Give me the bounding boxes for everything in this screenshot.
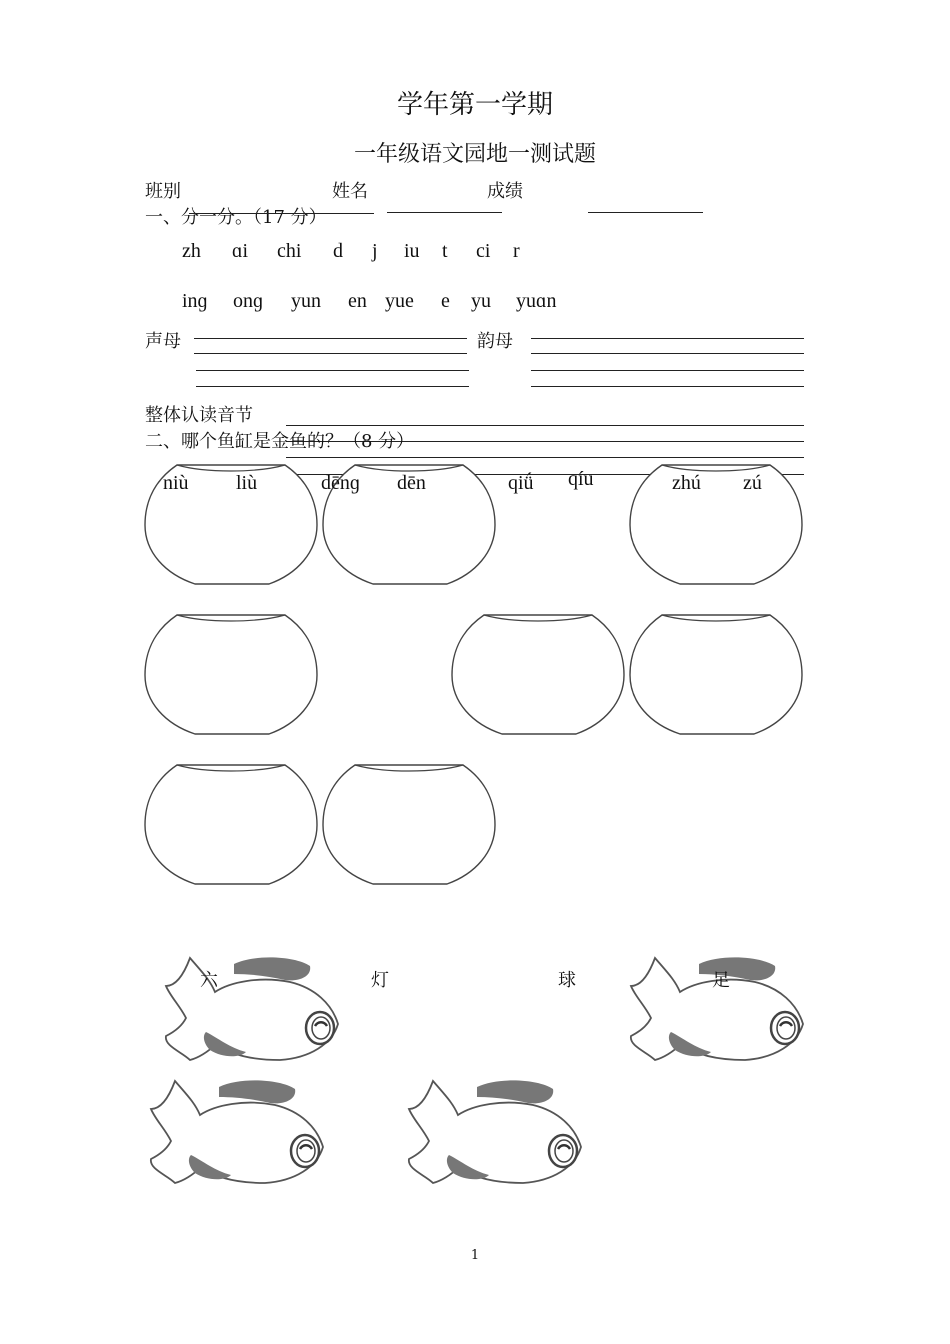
pinyin-item: chi — [277, 240, 302, 262]
answer-line[interactable] — [196, 386, 469, 387]
page-subtitle: 一年级语文园地一测试题 — [353, 142, 596, 167]
yunmu-label: 韵母 — [477, 331, 513, 352]
pinyin-item: yuɑn — [516, 290, 557, 312]
fish-bowl-icon[interactable] — [323, 760, 495, 886]
fish-bowl-icon[interactable] — [452, 610, 624, 736]
answer-line[interactable] — [531, 338, 804, 339]
fish-character: 球 — [558, 970, 576, 991]
shengmu-label: 声母 — [145, 331, 181, 352]
name-blank-line[interactable] — [387, 212, 502, 213]
pinyin-item: t — [442, 240, 448, 262]
page-number: 1 — [470, 1248, 480, 1263]
answer-line[interactable] — [286, 425, 804, 426]
fish-bowl-icon[interactable] — [145, 610, 317, 736]
score-blank-line[interactable] — [588, 212, 703, 213]
class-label: 班别 — [145, 181, 181, 202]
bowl-pinyin: zú — [743, 472, 762, 494]
fish-bowl-icon[interactable] — [630, 610, 802, 736]
pinyin-item: d — [333, 240, 343, 262]
answer-line[interactable] — [286, 457, 804, 458]
fish-character: 灯 — [371, 970, 389, 991]
fish-icon[interactable] — [403, 1075, 589, 1187]
pinyin-item: ci — [476, 240, 491, 262]
pinyin-item: en — [348, 290, 367, 312]
pinyin-item: ɑi — [232, 240, 249, 262]
pinyin-item: zh — [182, 240, 201, 262]
fish-character: 足 — [712, 970, 730, 991]
fish-character: 六 — [200, 970, 218, 991]
bowl-pinyin: dēnɡ — [321, 472, 360, 494]
pinyin-item: j — [372, 240, 378, 262]
section1-heading: 一、分一分。（17 分） — [145, 207, 327, 228]
strike-line — [189, 213, 374, 214]
pinyin-item: r — [513, 240, 520, 262]
fish-icon[interactable] — [160, 952, 346, 1064]
bowl-pinyin: niù — [163, 472, 189, 494]
answer-line[interactable] — [194, 338, 467, 339]
bowl-pinyin: liù — [236, 472, 258, 494]
pinyin-item: onɡ — [233, 290, 263, 312]
fish-icon[interactable] — [145, 1075, 331, 1187]
answer-line[interactable] — [531, 353, 804, 354]
fish-bowl-icon[interactable] — [630, 460, 802, 586]
answer-line[interactable] — [531, 370, 804, 371]
pinyin-item: yu — [471, 290, 491, 312]
pinyin-item: inɡ — [182, 290, 208, 312]
fish-bowl-icon[interactable] — [145, 760, 317, 886]
zhengti-label: 整体认读音节 — [145, 405, 253, 426]
pinyin-item: yue — [385, 290, 414, 312]
bowl-pinyin: qíu — [568, 468, 594, 490]
pinyin-item: yun — [291, 290, 321, 312]
answer-line[interactable] — [194, 353, 467, 354]
bowl-pinyin: dēn — [397, 472, 426, 494]
bowl-pinyin: qiǘ — [508, 472, 534, 494]
pinyin-item: iu — [404, 240, 420, 262]
section2-heading: 二、哪个鱼缸是金鱼的？（8 分） — [145, 431, 415, 452]
bowl-pinyin: zhú — [672, 472, 701, 494]
score-label: 成绩 — [487, 181, 523, 202]
name-label: 姓名 — [332, 181, 368, 202]
answer-line[interactable] — [196, 370, 469, 371]
answer-line[interactable] — [531, 386, 804, 387]
pinyin-item: e — [441, 290, 450, 312]
page-title: 学年第一学期 — [396, 90, 553, 120]
